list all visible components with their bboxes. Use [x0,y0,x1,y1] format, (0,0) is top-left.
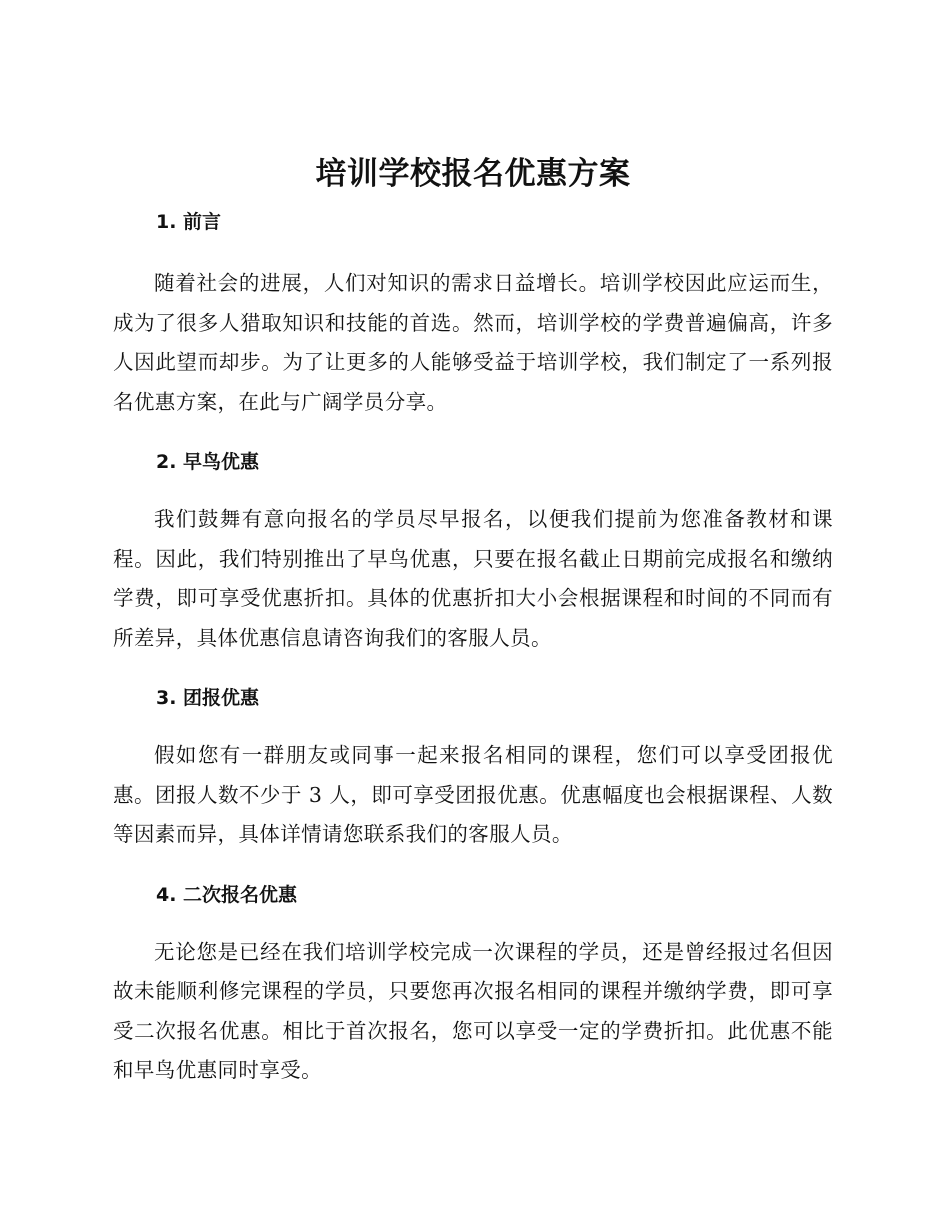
section-heading: 4. 二次报名优惠 [156,883,298,906]
document-title: 培训学校报名优惠方案 [315,156,631,192]
section-second-enrollment [113,877,833,1091]
document-page [113,148,833,1091]
section-paragraph: 假如您有一群朋友或同事一起来报名相同的课程，您们可以享受团报优惠。团报人数不少于 3 人，即可享受团报优惠。优惠幅度也会根据课程、人数等因素而异，具体详情请您联系我们的客服人员。 [113,743,833,846]
section-early-bird [113,444,833,658]
section-group-discount [113,680,833,855]
section-heading: 1. 前言 [156,211,222,233]
section-heading: 3. 团报优惠 [156,687,260,709]
section-preface [113,204,833,422]
section-heading: 2. 早鸟优惠 [156,451,260,473]
section-paragraph: 我们鼓舞有意向报名的学员尽早报名，以便我们提前为您准备教材和课程。因此，我们特别推出了早鸟优惠，只要在报名截止日期前完成报名和缴纳学费，即可享受优惠折扣。具体的优惠折扣大小会根据课程和时间的不同而有所差异，具体优惠信息请咨询我们的客服人员。 [113,507,833,650]
section-paragraph: 无论您是已经在我们培训学校完成一次课程的学员，还是曾经报过名但因故未能顺利修完课程的学员，只要您再次报名相同的课程并缴纳学费，即可享受二次报名优惠。相比于首次报名，您可以享受一定的学费折扣。此优惠不能和早鸟优惠同时享受。 [113,939,833,1082]
section-paragraph: 随着社会的进展，人们对知识的需求日益增长。培训学校因此应运而生，成为了很多人猎取知识和技能的首选。然而，培训学校的学费普遍偏高，许多人因此望而却步。为了让更多的人能够受益于培训学校，我们制定了一系列报名优惠方案，在此与广阔学员分享。 [113,271,833,414]
